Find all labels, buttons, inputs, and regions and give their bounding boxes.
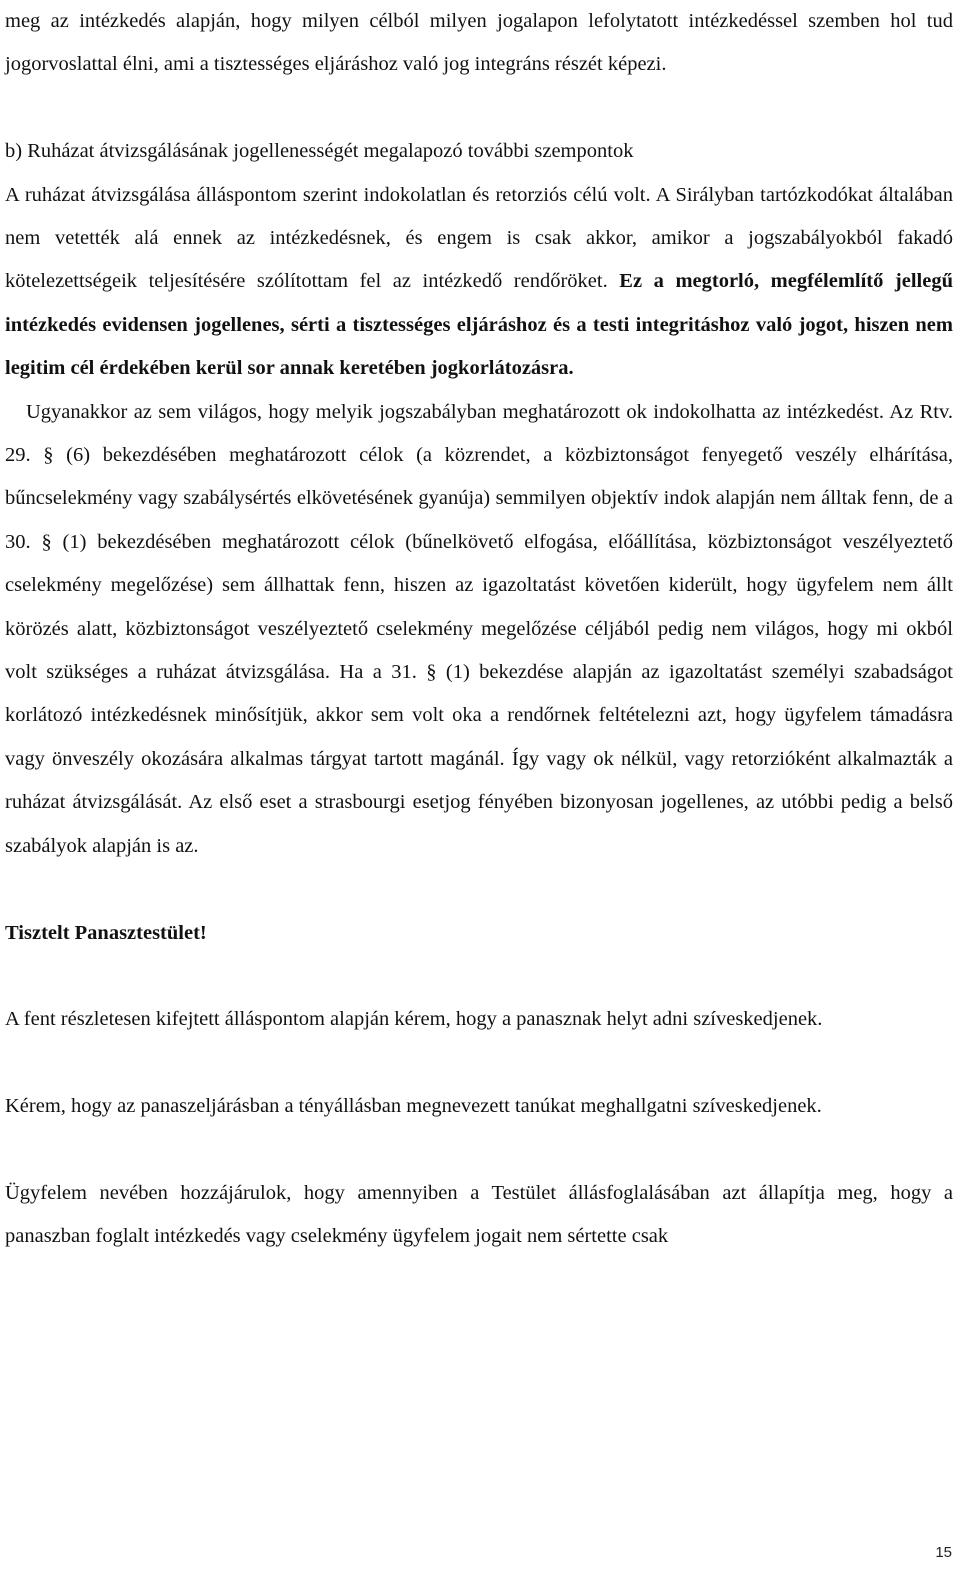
- spacer: [5, 868, 953, 911]
- paragraph-consent: Ügyfelem nevében hozzájárulok, hogy amennyiben a Testület állásfoglalásában azt állapítja meg, hogy a panaszban foglalt intézkedés vagy cselekmény ügyfelem jogait nem sértette csak: [5, 1181, 953, 1248]
- paragraph-ugyanakkor: Ugyanakkor az sem világos, hogy melyik jogszabályban meghatározott ok indokolhatta az intézkedést. Az Rtv. 29. § (6) bekezdésében meghatározott célok (a közrendet, a közbiztonságot fenyegető veszély elhárítása, bűncselekmény vagy szabálysértés elkövetésének gyanúja) semmilyen objektív indok alapján nem álltak fenn, de a 30. § (1) bekezdésében meghatározott célok (bűnelkövető elfogása, előállítása, közbiztonságot veszélyeztető cselekmény megelőzése) sem állhattak fenn, hiszen az igazoltatást követően kiderült, hogy ügyfelem nem állt körözés alatt, közbiztonságot veszélyeztető cselekmény megelőzése céljából pedig nem világos, hogy mi okból volt szükséges a ruházat átvizsgálása. Ha a 31. § (1) bekezdése alapján az igazoltatást személyi szabadságot korlátozó intézkedésnek minősítjük, akkor sem volt oka a rendőrnek feltételezni azt, hogy ügyfelem támadásra vagy önveszély okozására alkalmas tárgyat tartott magánál. Így vagy ok nélkül, vagy retorzióként alkalmazták a ruházat átvizsgálását. Az első eset a strasbourgi esetjog fényében bizonyosan jogellenes, az utóbbi pedig a belső szabályok alapján is az.: [5, 400, 953, 857]
- page-number: 15: [935, 1544, 952, 1561]
- spacer: [5, 955, 953, 998]
- spacer: [5, 1129, 953, 1172]
- salutation: Tisztelt Panasztestület!: [5, 921, 207, 944]
- section-b-text: A ruházat átvizsgálása álláspontom szerint indokolatlan és retorziós célú volt. A Sirályban tartózkodókat általában nem vetették alá ennek az intézkedésnek, és engem is csak akkor, amikor a jogszabályokból fakadó kötelezettségeik teljesítésére szólítottam fel az intézkedő rendőröket.: [5, 183, 953, 293]
- paragraph-request-2: Kérem, hogy az panaszeljárásban a tényállásban megnevezett tanúkat meghallgatni szíveskedjenek.: [5, 1095, 822, 1118]
- section-b-heading: b) Ruházat átvizsgálásának jogellenességét megalapozó további szempontok: [5, 140, 634, 163]
- paragraph-request-1: A fent részletesen kifejtett álláspontom alapján kérem, hogy a panasznak helyt adni szíveskedjenek.: [5, 1008, 823, 1031]
- section-b-bold-text: Ez a megtorló, megfélemlítő jellegű intézkedés evidensen jogellenes, sérti a tisztességes eljáráshoz és a testi integritáshoz való jogot, hiszen nem legitim cél érdekében kerül sor annak keretében jogkorlátozásra.: [5, 270, 954, 380]
- spacer: [5, 1042, 953, 1085]
- spacer: [5, 87, 953, 130]
- paragraph-intro: meg az intézkedés alapján, hogy milyen célból milyen jogalapon lefolytatott intézkedéssel szemben hol tud jogorvoslattal élni, ami a tisztességes eljáráshoz való jog integráns részét képezi.: [5, 10, 953, 76]
- document-page: [5, 0, 953, 1259]
- paragraph-section-b: [5, 174, 953, 391]
